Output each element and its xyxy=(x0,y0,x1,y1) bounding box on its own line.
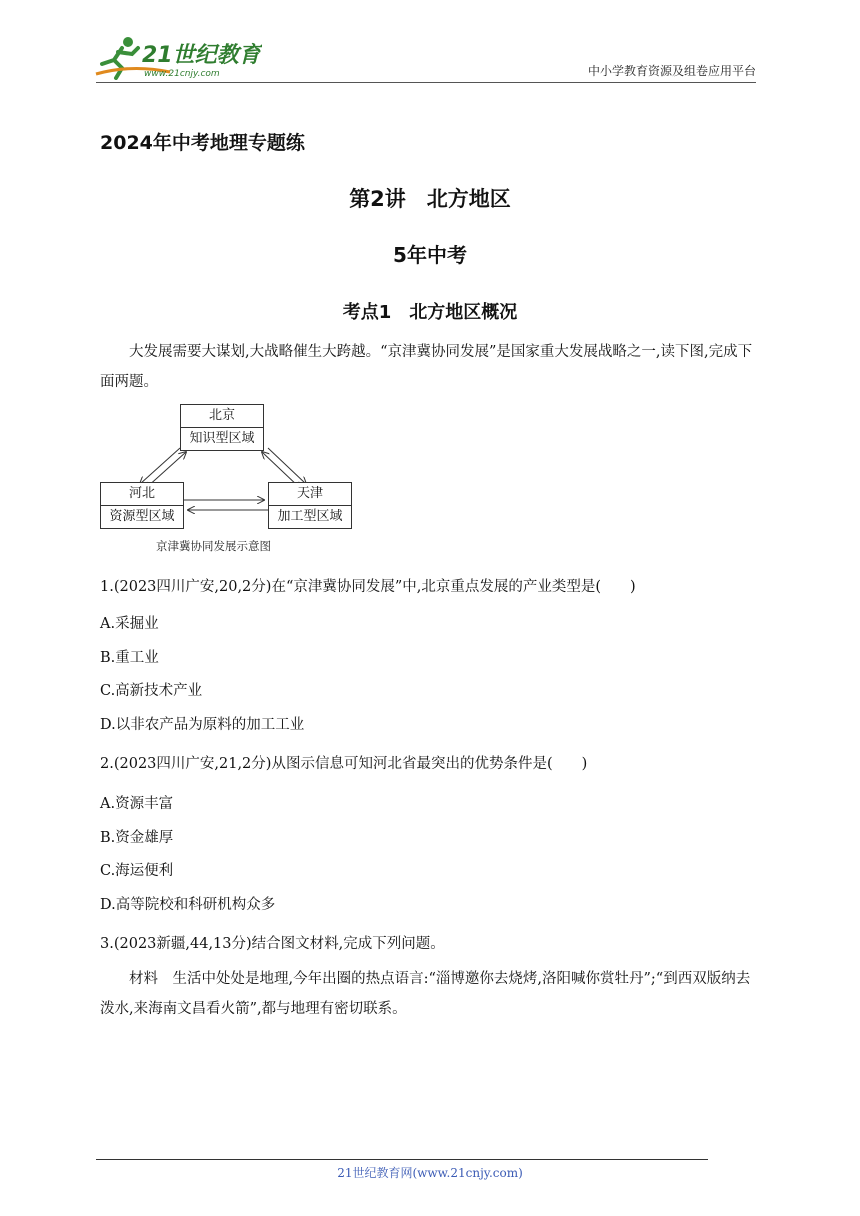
question-1-stem: 1.(2023四川广安,20,2分)在“京津冀协同发展”中,北京重点发展的产业类型是( ) xyxy=(100,579,636,595)
q2-option-d: D.高等院校和科研机构众多 xyxy=(100,897,276,913)
q1-option-c: C.高新技术产业 xyxy=(100,683,203,699)
hebei-name: 河北 xyxy=(101,483,183,506)
site-logo xyxy=(92,34,262,80)
section-title: 5年中考 xyxy=(393,243,467,267)
footer-link[interactable]: 21世纪教育网(www.21cnjy.com) xyxy=(337,1166,523,1180)
lecture-title: 第2讲 北方地区 xyxy=(349,187,511,211)
question-3-stem: 3.(2023新疆,44,13分)结合图文材料,完成下列问题。 xyxy=(100,936,445,952)
footer-divider xyxy=(96,1159,708,1160)
header-divider xyxy=(96,82,756,83)
q1-option-a: A.采掘业 xyxy=(100,616,159,632)
intro-paragraph: 大发展需要大谋划,大战略催生大跨越。“京津冀协同发展”是国家重大发展战略之一,读下图,完成下面两题。 xyxy=(100,344,753,390)
question-2-stem: 2.(2023四川广安,21,2分)从图示信息可知河北省最突出的优势条件是( ) xyxy=(100,756,588,772)
beijing-name: 北京 xyxy=(181,405,263,428)
q2-option-c: C.海运便利 xyxy=(100,863,174,879)
diagram-caption: 京津冀协同发展示意图 xyxy=(156,539,271,553)
svg-text:21世纪教育: 21世纪教育 xyxy=(142,43,261,68)
beijing-box xyxy=(180,404,264,451)
q1-option-b: B.重工业 xyxy=(100,650,159,666)
tianjin-name: 天津 xyxy=(269,483,351,506)
svg-text:www.21cnjy.com: www.21cnjy.com xyxy=(144,69,220,79)
kaodian-title: 考点1 北方地区概况 xyxy=(342,302,518,323)
beijing-type: 知识型区域 xyxy=(189,431,255,446)
hebei-type: 资源型区域 xyxy=(109,509,175,524)
question-3-material: 材料 生活中处处是地理,今年出圈的热点语言:“淄博邀你去烧烤,洛阳喊你赏牡丹”;“到西双版纳去泼水,来海南文昌看火箭”,都与地理有密切联系。 xyxy=(100,971,751,1017)
header-platform-text: 中小学教育资源及组卷应用平台 xyxy=(587,64,756,78)
tianjin-type: 加工型区域 xyxy=(277,509,343,524)
tianjin-box xyxy=(268,482,352,529)
q1-option-d: D.以非农产品为原料的加工工业 xyxy=(100,717,305,733)
q2-option-b: B.资金雄厚 xyxy=(100,830,174,846)
document-title: 2024年中考地理专题练 xyxy=(100,132,305,154)
jingjinji-diagram xyxy=(96,398,358,558)
q2-option-a: A.资源丰富 xyxy=(100,796,174,812)
hebei-box xyxy=(100,482,184,529)
